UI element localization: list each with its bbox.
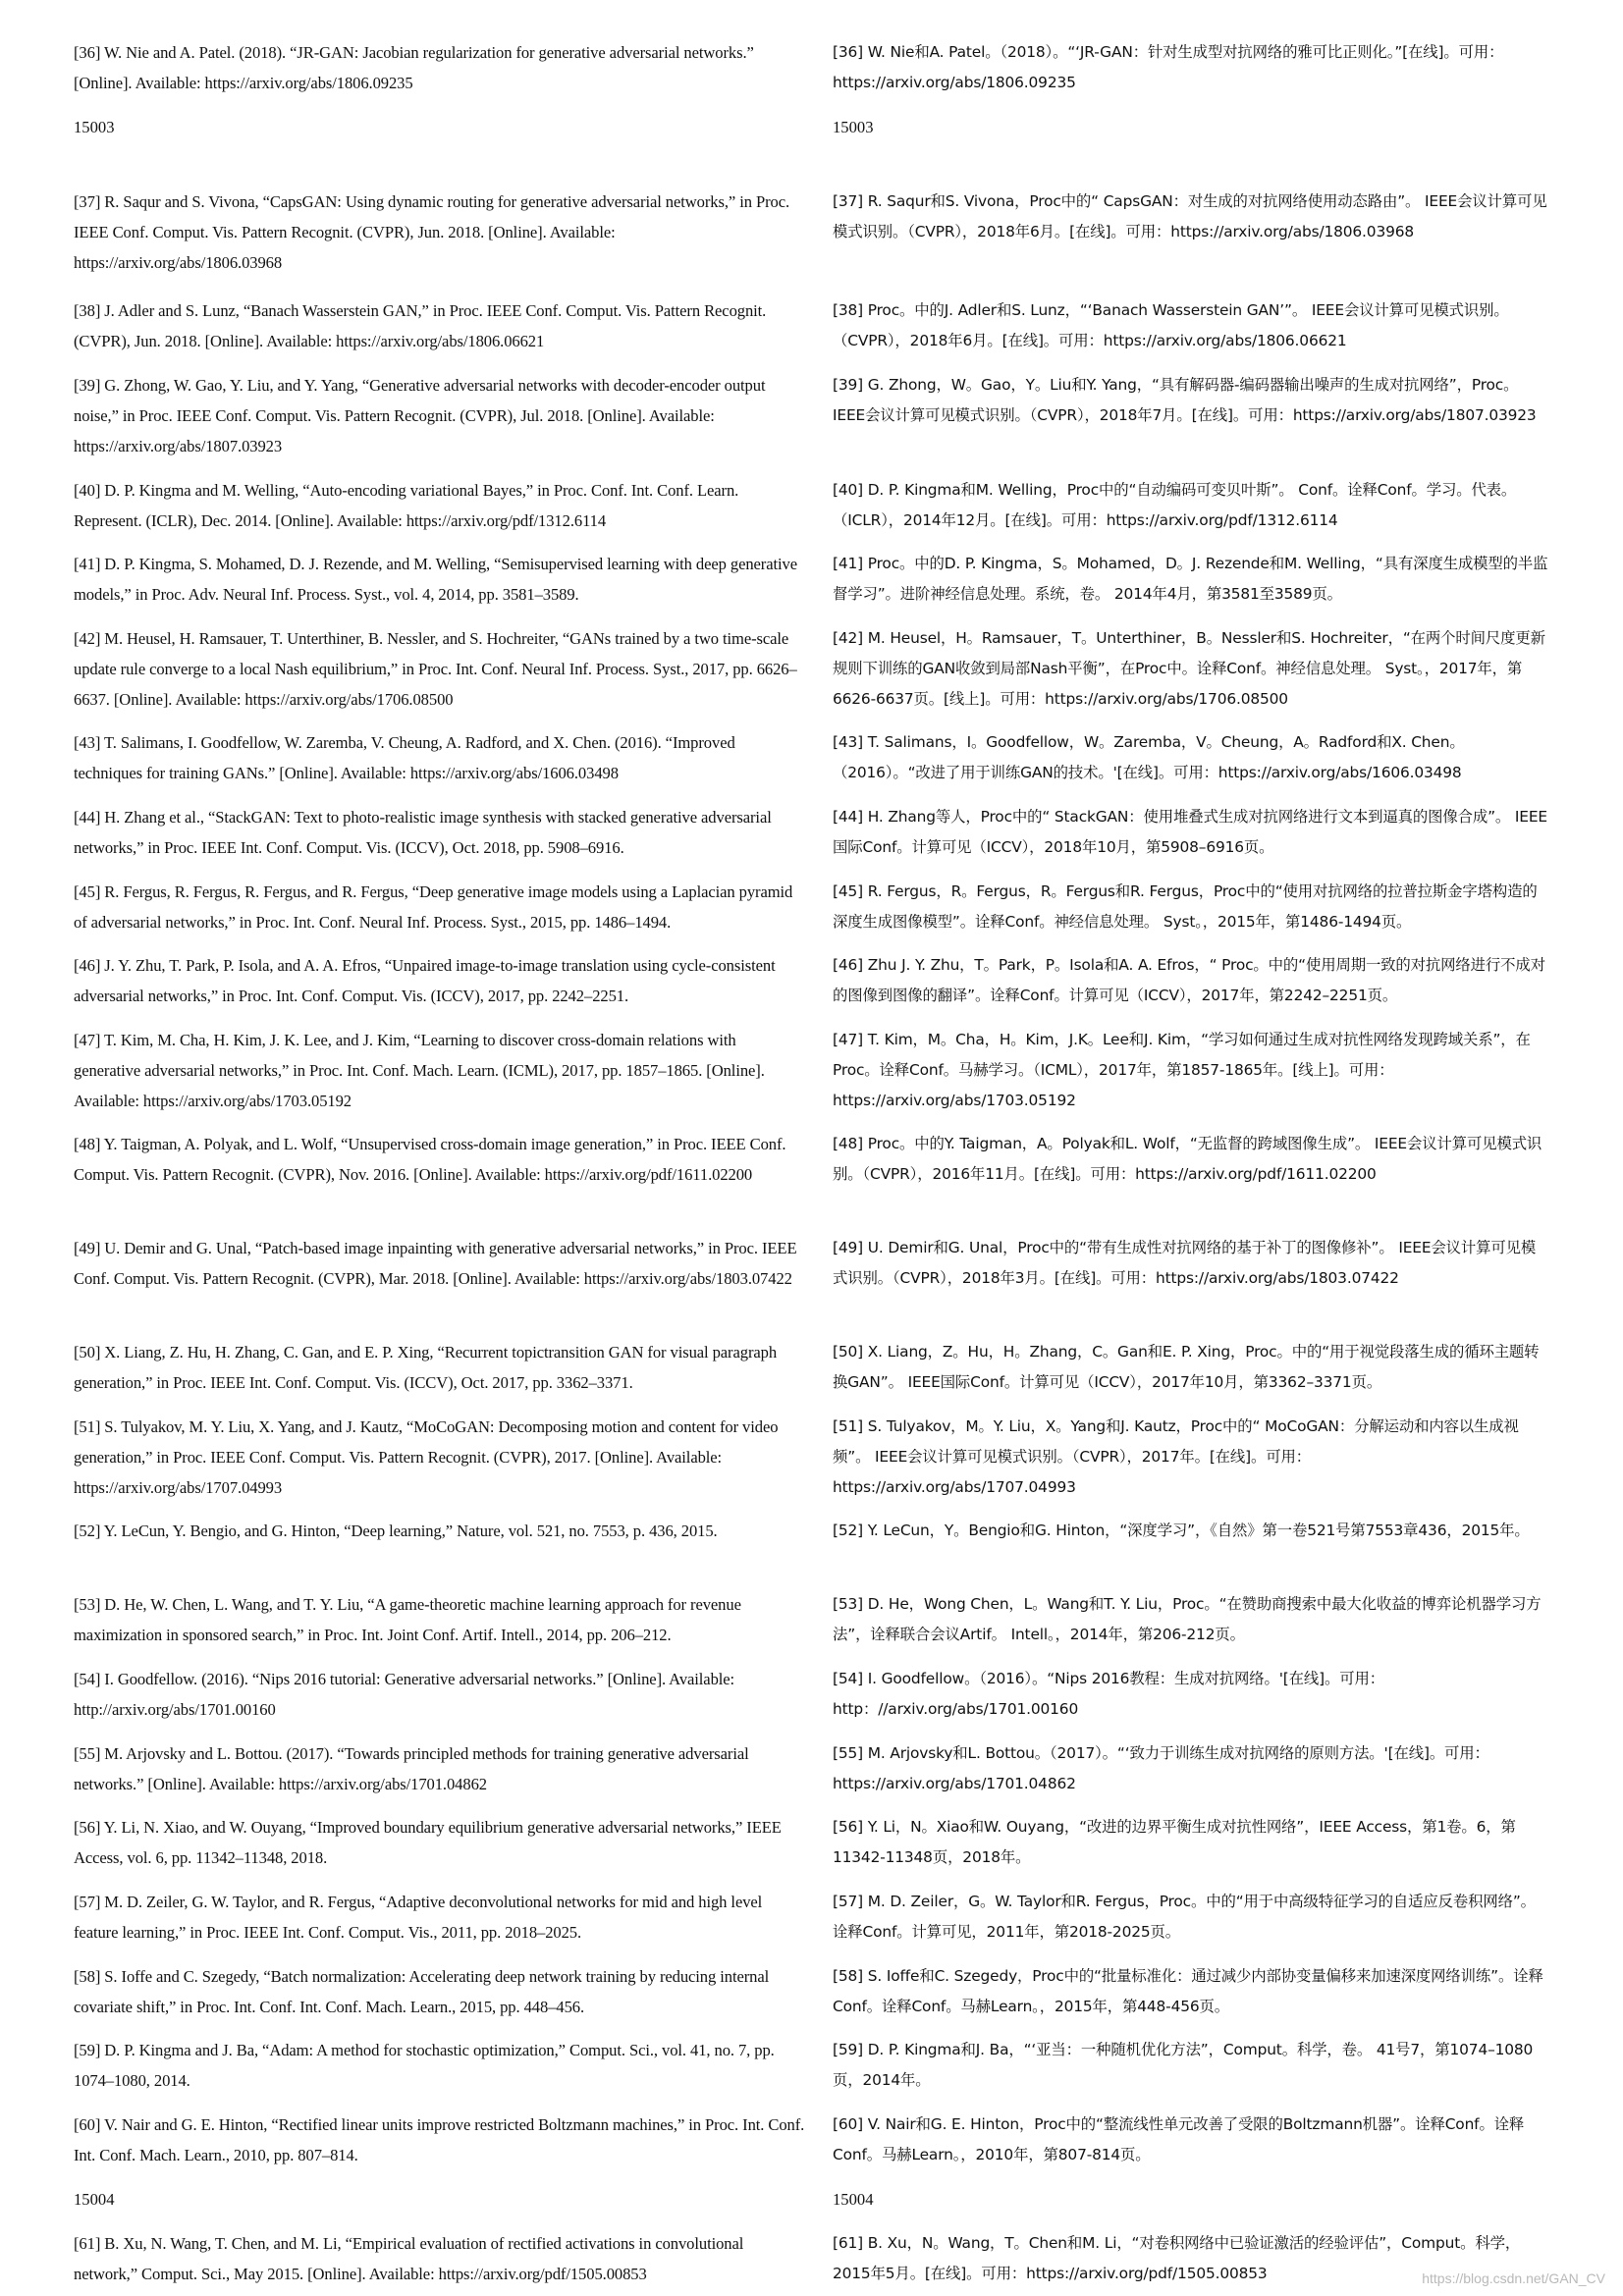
reference-50-zh: [50] X. Liang，Z。Hu，H。Zhang，C。Gan和E. P. Xing，Proc。中的“用于视觉段落生成的循环主题转换GAN”。 IEEE国际Conf。计算可见（ICCV），2017年10月，第3362–3371页。 — [833, 1343, 1540, 1391]
reference-51-en: [51] S. Tulyakov, M. Y. Liu, X. Yang, and J. Kautz, “MoCoGAN: Decomposing motion and content for video generation,” in Proc. IEEE Conf. Comput. Vis. Pattern Recognit. (CVPR), 2017. [Online]. Available: https://arxiv.org/abs/1707.04993 — [74, 1417, 779, 1497]
reference-38-zh: [38] Proc。中的J. Adler和S. Lunz，“‘Banach Wasserstein GAN’”。 IEEE会议计算可见模式识别。（CVPR），2018年6月。[在线]。可用：https://arxiv.org/abs/1806.06621 — [833, 301, 1509, 349]
reference-49-zh: [49] U. Demir和G. Unal，Proc中的“带有生成性对抗网络的基于补丁的图像修补”。 IEEE会议计算可见模式识别。（CVPR），2018年3月。[在线]。可用：https://arxiv.org/abs/1803.07422 — [833, 1239, 1537, 1287]
reference-49-en: [49] U. Demir and G. Unal, “Patch-based image inpainting with generative adversarial networks,” in Proc. IEEE Conf. Comput. Vis. Pattern Recognit. (CVPR), Mar. 2018. [Online]. Available: https://arxiv.org/abs/1803.07422 — [74, 1239, 797, 1288]
reference-59-zh: [59] D. P. Kingma和J. Ba，“‘亚当：一种随机优化方法”，Comput。科学，卷。 41号7，第1074–1080页，2014年。 — [833, 2041, 1534, 2089]
reference-47-zh: [47] T. Kim，M。Cha，H。Kim，J.K。Lee和J. Kim，“学习如何通过生成对抗性网络发现跨域关系”，在Proc。诠释Conf。马赫学习。（ICML），2017年，第1857-1865年。[线上]。可用：https://arxiv.org/abs/1703.05192 — [833, 1031, 1531, 1109]
reference-41-en: [41] D. P. Kingma, S. Mohamed, D. J. Rezende, and M. Welling, “Semisupervised learning with deep generative models,” in Proc. Adv. Neural Inf. Process. Syst., vol. 4, 2014, pp. 3581–3589. — [74, 555, 797, 604]
reference-56-en: [56] Y. Li, N. Xiao, and W. Ouyang, “Improved boundary equilibrium generative adversarial networks,” IEEE Access, vol. 6, pp. 11342–11348, 2018. — [74, 1818, 782, 1867]
reference-44-en: [44] H. Zhang et al., “StackGAN: Text to photo-realistic image synthesis with stacked generative adversarial networks,” in Proc. IEEE Int. Conf. Comput. Vis. (ICCV), Oct. 2018, pp. 5908–6916. — [74, 808, 772, 857]
reference-52-zh: [52] Y. LeCun，Y。Bengio和G. Hinton，“深度学习”，《自然》第一卷521号第7553章436，2015年。 — [833, 1522, 1530, 1539]
reference-53-zh: [53] D. He，Wong Chen，L。Wang和T. Y. Liu，Proc。“在赞助商搜索中最大化收益的博弈论机器学习方法”，诠释联合会议Artif。 Intell。，2014年，第206-212页。 — [833, 1595, 1542, 1643]
reference-50-en: [50] X. Liang, Z. Hu, H. Zhang, C. Gan, and E. P. Xing, “Recurrent topictransition GAN for visual paragraph generation,” in Proc. IEEE Int. Conf. Comput. Vis. (ICCV), Oct. 2017, pp. 3362–3371. — [74, 1343, 778, 1392]
reference-38-en: [38] J. Adler and S. Lunz, “Banach Wasserstein GAN,” in Proc. IEEE Conf. Comput. Vis. Pattern Recognit. (CVPR), Jun. 2018. [Online]. Available: https://arxiv.org/abs/1806.06621 — [74, 301, 767, 350]
reference-36-zh: [36] W. Nie和A. Patel。（2018）。“‘JR-GAN：针对生成型对抗网络的雅可比正则化。”[在线]。可用：https://arxiv.org/abs/1806.09235 — [833, 43, 1504, 91]
reference-60-en: [60] V. Nair and G. E. Hinton, “Rectified linear units improve restricted Boltzmann machines,” in Proc. Int. Conf. Int. Conf. Mach. Learn., 2010, pp. 807–814. — [74, 2115, 805, 2164]
reference-47-en: [47] T. Kim, M. Cha, H. Kim, J. K. Lee, and J. Kim, “Learning to discover cross-domain relations with generative adversarial networks,” in Proc. Int. Conf. Mach. Learn. (ICML), 2017, pp. 1857–1865. [Online]. Available: https://arxiv.org/abs/1703.05192 — [74, 1031, 765, 1110]
reference-45-en: [45] R. Fergus, R. Fergus, R. Fergus, and R. Fergus, “Deep generative image models using a Laplacian pyramid of adversarial networks,” in Proc. Int. Conf. Neural Inf. Process. Syst., 2015, pp. 1486–1494. — [74, 882, 793, 932]
reference-55-en: [55] M. Arjovsky and L. Bottou. (2017). “Towards principled methods for training generative adversarial networks.” [Online]. Available: https://arxiv.org/abs/1701.04862 — [74, 1744, 749, 1793]
reference-42-en: [42] M. Heusel, H. Ramsauer, T. Unterthiner, B. Nessler, and S. Hochreiter, “GANs trained by a two time-scale update rule converge to a local Nash equilibrium,” in Proc. Int. Conf. Neural Inf. Process. Syst., 2017, pp. 6626–6637. [Online]. Available: https://arxiv.org/abs/1706.08500 — [74, 629, 797, 709]
reference-45-zh: [45] R. Fergus，R。Fergus，R。Fergus和R. Fergus，Proc中的“使用对抗网络的拉普拉斯金字塔构造的深度生成图像模型”。诠释Conf。神经信息处理。 Syst。，2015年，第1486-1494页。 — [833, 882, 1538, 931]
reference-54-zh: [54] I. Goodfellow。（2016）。“Nips 2016教程：生成对抗网络。'[在线]。可用：http：//arxiv.org/abs/1701.00160 — [833, 1670, 1384, 1718]
reference-61-en: [61] B. Xu, N. Wang, T. Chen, and M. Li, “Empirical evaluation of rectified activations in convolutional network,” Comput. Sci., May 2015. [Online]. Available: https://arxiv.org/pdf/1505.00853 — [74, 2234, 744, 2283]
watermark-url: https://blog.csdn.net/GAN_CV — [1422, 2270, 1605, 2286]
page-number: 15004 — [74, 2190, 115, 2209]
reference-48-zh: [48] Proc。中的Y. Taigman，A。Polyak和L. Wolf，“无监督的跨域图像生成”。 IEEE会议计算可见模式识别。（CVPR），2016年11月。[在线]。可用：https://arxiv.org/pdf/1611.02200 — [833, 1135, 1542, 1183]
reference-42-zh: [42] M. Heusel，H。Ramsauer，T。Unterthiner，B。Nessler和S. Hochreiter，“在两个时间尺度更新规则下训练的GAN收敛到局部Nash平衡”，在Proc中。诠释Conf。神经信息处理。 Syst。，2017年，第6626-6637页。[线上]。可用：https://arxiv.org/abs/1706.08500 — [833, 629, 1545, 708]
reference-55-zh: [55] M. Arjovsky和L. Bottou。（2017）。“‘致力于训练生成对抗网络的原则方法。'[在线]。可用：https://arxiv.org/abs/1701.04862 — [833, 1744, 1489, 1792]
reference-59-en: [59] D. P. Kingma and J. Ba, “Adam: A method for stochastic optimization,” Comput. Sci., vol. 41, no. 7, pp. 1074–1080, 2014. — [74, 2041, 775, 2090]
reference-46-en: [46] J. Y. Zhu, T. Park, P. Isola, and A. A. Efros, “Unpaired image-to-image translation using cycle-consistent adversarial networks,” in Proc. Int. Conf. Comput. Vis. (ICCV), 2017, pp. 2242–2251. — [74, 956, 776, 1005]
reference-60-zh: [60] V. Nair和G. E. Hinton，Proc中的“整流线性单元改善了受限的Boltzmann机器”。诠释Conf。诠释Conf。马赫Learn。，2010年，第807-814页。 — [833, 2115, 1525, 2163]
reference-56-zh: [56] Y. Li，N。Xiao和W. Ouyang，“改进的边界平衡生成对抗性网络”，IEEE Access，第1卷。6，第11342-11348页，2018年。 — [833, 1818, 1516, 1866]
reference-52-en: [52] Y. LeCun, Y. Bengio, and G. Hinton, “Deep learning,” Nature, vol. 521, no. 7553, p. 436, 2015. — [74, 1522, 718, 1540]
reference-46-zh: [46] Zhu J. Y. Zhu，T。Park，P。Isola和A. A. Efros，“ Proc。中的“使用周期一致的对抗网络进行不成对的图像到图像的翻译”。诠释Conf。计算可见（ICCV），2017年，第2242–2251页。 — [833, 956, 1545, 1004]
reference-37-zh: [37] R. Saqur和S. Vivona，Proc中的“ CapsGAN：对生成的对抗网络使用动态路由”。 IEEE会议计算可见模式识别。（CVPR），2018年6月。[在线]。可用：https://arxiv.org/abs/1806.03968 — [833, 192, 1547, 240]
reference-58-en: [58] S. Ioffe and C. Szegedy, “Batch normalization: Accelerating deep network training by reducing internal covariate shift,” in Proc. Int. Conf. Int. Conf. Mach. Learn., 2015, pp. 448–456. — [74, 1967, 770, 2016]
reference-61-zh: [61] B. Xu，N。Wang，T。Chen和M. Li，“对卷积网络中已验证激活的经验评估”，Comput。科学，2015年5月。[在线]。可用：https://arxiv.org/pdf/1505.00853 — [833, 2234, 1521, 2282]
page-number: 15004 — [833, 2190, 874, 2209]
reference-58-zh: [58] S. Ioffe和C. Szegedy，Proc中的“批量标准化：通过减少内部协变量偏移来加速深度网络训练”。诠释Conf。诠释Conf。马赫Learn。，2015年，第448-456页。 — [833, 1967, 1543, 2015]
reference-48-en: [48] Y. Taigman, A. Polyak, and L. Wolf, “Unsupervised cross-domain image generation,” in Proc. IEEE Conf. Comput. Vis. Pattern Recognit. (CVPR), Nov. 2016. [Online]. Available: https://arxiv.org/pdf/1611.02200 — [74, 1135, 786, 1184]
reference-57-en: [57] M. D. Zeiler, G. W. Taylor, and R. Fergus, “Adaptive deconvolutional networks for mid and high level feature learning,” in Proc. IEEE Int. Conf. Comput. Vis., 2011, pp. 2018–2025. — [74, 1893, 763, 1942]
reference-51-zh: [51] S. Tulyakov，M。Y. Liu，X。Yang和J. Kautz，Proc中的“ MoCoGAN：分解运动和内容以生成视频”。 IEEE会议计算可见模式识别。（CVPR），2017年。[在线]。可用：https://arxiv.org/abs/1707.04993 — [833, 1417, 1519, 1496]
reference-57-zh: [57] M. D. Zeiler，G。W. Taylor和R. Fergus，Proc。中的“用于中高级特征学习的自适应反卷积网络”。诠释Conf。计算可见，2011年，第2018-2025页。 — [833, 1893, 1536, 1941]
page-number: 15003 — [833, 118, 874, 136]
reference-40-zh: [40] D. P. Kingma和M. Welling，Proc中的“自动编码可变贝叶斯”。 Conf。诠释Conf。学习。代表。（ICLR），2014年12月。[在线]。可用：https://arxiv.org/pdf/1312.6114 — [833, 481, 1517, 529]
reference-39-en: [39] G. Zhong, W. Gao, Y. Liu, and Y. Yang, “Generative adversarial networks with decoder-encoder output noise,” in Proc. IEEE Conf. Comput. Vis. Pattern Recognit. (CVPR), Jul. 2018. [Online]. Available: https://arxiv.org/abs/1807.03923 — [74, 376, 766, 455]
reference-40-en: [40] D. P. Kingma and M. Welling, “Auto-encoding variational Bayes,” in Proc. Conf. Int. Conf. Learn. Represent. (ICLR), Dec. 2014. [Online]. Available: https://arxiv.org/pdf/1312.6114 — [74, 481, 739, 530]
reference-43-en: [43] T. Salimans, I. Goodfellow, W. Zaremba, V. Cheung, A. Radford, and X. Chen. (2016). “Improved techniques for training GANs.” [Online]. Available: https://arxiv.org/abs/1606.03498 — [74, 733, 735, 782]
reference-37-en: [37] R. Saqur and S. Vivona, “CapsGAN: Using dynamic routing for generative adversarial networks,” in Proc. IEEE Conf. Comput. Vis. Pattern Recognit. (CVPR), Jun. 2018. [Online]. Available: https://arxiv.org/abs/1806.03968 — [74, 192, 790, 272]
reference-41-zh: [41] Proc。中的D. P. Kingma，S。Mohamed，D。J. Rezende和M. Welling，“具有深度生成模型的半监督学习”。进阶神经信息处理。系统，卷。 2014年4月，第3581至3589页。 — [833, 555, 1548, 603]
reference-39-zh: [39] G. Zhong，W。Gao，Y。Liu和Y. Yang，“具有解码器-编码器输出噪声的生成对抗网络”，Proc。 IEEE会议计算可见模式识别。（CVPR），2018年7月。[在线]。可用：https://arxiv.org/abs/1807.03923 — [833, 376, 1537, 424]
page-number: 15003 — [74, 118, 115, 136]
reference-43-zh: [43] T. Salimans，I。Goodfellow，W。Zaremba，V。Cheung，A。Radford和X. Chen。（2016）。“改进了用于训练GAN的技术。'[在线]。可用：https://arxiv.org/abs/1606.03498 — [833, 733, 1465, 781]
reference-54-en: [54] I. Goodfellow. (2016). “Nips 2016 tutorial: Generative adversarial networks.” [Online]. Available: http://arxiv.org/abs/1701.00160 — [74, 1670, 735, 1719]
reference-36-en: [36] W. Nie and A. Patel. (2018). “JR-GAN: Jacobian regularization for generative adversarial networks.” [Online]. Available: https://arxiv.org/abs/1806.09235 — [74, 43, 754, 92]
reference-44-zh: [44] H. Zhang等人，Proc中的“ StackGAN：使用堆叠式生成对抗网络进行文本到逼真的图像合成”。 IEEE国际Conf。计算可见（ICCV），2018年10月，第5908–6916页。 — [833, 808, 1547, 856]
reference-53-en: [53] D. He, W. Chen, L. Wang, and T. Y. Liu, “A game-theoretic machine learning approach for revenue maximization in sponsored search,” in Proc. Int. Joint Conf. Artif. Intell., 2014, pp. 206–212. — [74, 1595, 741, 1644]
